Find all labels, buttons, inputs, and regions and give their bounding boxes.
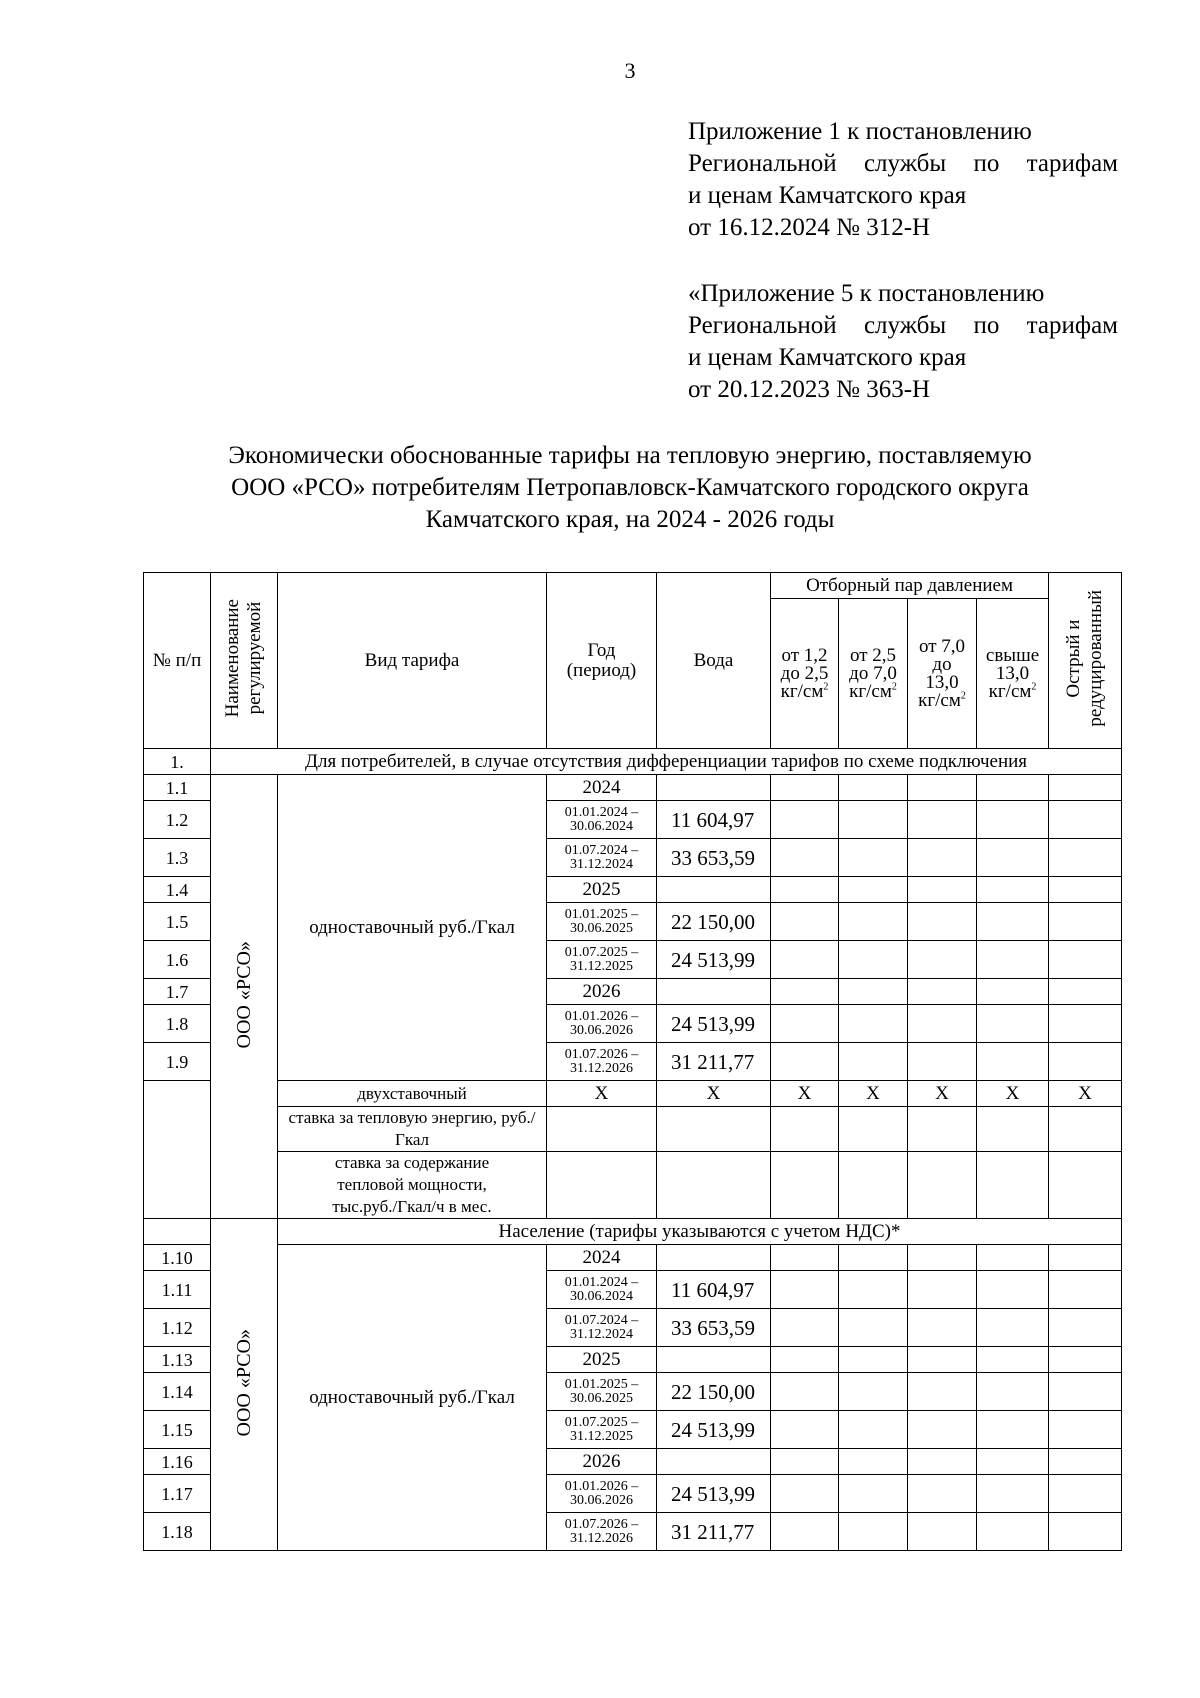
appendix-2-line1: «Приложение 5 к постановлению — [688, 280, 1045, 307]
row-number: 1.2 — [144, 801, 211, 839]
header-water: Вода — [657, 573, 771, 749]
not-applicable-mark: X — [977, 1081, 1049, 1107]
header-tariff-type: Вид тарифа — [278, 573, 547, 749]
water-value — [657, 1449, 771, 1475]
section-row — [144, 749, 1122, 775]
row-number: 1.7 — [144, 979, 211, 1005]
section-row — [144, 1219, 1122, 1245]
tariff-type-single-rate: одноставочный руб./Гкал — [278, 775, 547, 1081]
row-number: 1.17 — [144, 1475, 211, 1513]
year-cell: 2024 — [547, 1245, 657, 1271]
row-number: 1.11 — [144, 1271, 211, 1309]
appendix-1-line3: и ценам Камчатского края — [688, 182, 967, 209]
row-number: 1.9 — [144, 1043, 211, 1081]
water-value: 24 513,99 — [657, 941, 771, 979]
document-title — [130, 440, 1130, 536]
row-number: 1.3 — [144, 839, 211, 877]
water-value — [657, 979, 771, 1005]
water-value — [657, 877, 771, 903]
not-applicable-mark: X — [771, 1081, 839, 1107]
table-row — [144, 1152, 1122, 1219]
row-number: 1.8 — [144, 1005, 211, 1043]
period-cell: 01.07.2026 – 31.12.2026 — [547, 1043, 657, 1081]
header-period: Год (период) — [547, 573, 657, 749]
period-cell: 01.01.2024 – 30.06.2024 — [547, 1271, 657, 1309]
tariff-type-single-rate: одноставочный руб./Гкал — [278, 1245, 547, 1551]
table-row — [144, 1081, 1122, 1107]
org-name-cell — [211, 775, 278, 1219]
header-org: Наименование регулируемой — [211, 573, 278, 749]
not-applicable-mark: X — [1049, 1081, 1122, 1107]
row-number: 1.5 — [144, 903, 211, 941]
section-number — [144, 1219, 211, 1245]
page-number: 3 — [624, 58, 636, 83]
year-cell: 2025 — [547, 1347, 657, 1373]
appendix-1-header — [688, 116, 1118, 244]
table-row — [144, 1107, 1122, 1152]
year-cell: 2024 — [547, 775, 657, 801]
period-cell: 01.01.2026 – 30.06.2026 — [547, 1005, 657, 1043]
header-num: № п/п — [144, 573, 211, 749]
year-cell: 2026 — [547, 979, 657, 1005]
title-line2: ООО «РСО» потребителям Петропавловск-Камчатского городского округа — [231, 474, 1029, 501]
table-row — [144, 1245, 1122, 1271]
appendix-5-header — [688, 278, 1118, 406]
table-row — [144, 775, 1122, 801]
appendix-1-line1: Приложение 1 к постановлению — [688, 118, 1032, 145]
appendix-2-line4: от 20.12.2023 № 363-Н — [688, 376, 931, 403]
org-name-cell — [211, 1219, 278, 1551]
water-value — [657, 775, 771, 801]
appendix-1-line2: Региональной службы по тарифам — [688, 150, 1118, 177]
period-cell: 01.07.2024 – 31.12.2024 — [547, 839, 657, 877]
water-value: 11 604,97 — [657, 801, 771, 839]
water-value: 24 513,99 — [657, 1475, 771, 1513]
org-name: ООО «РСО» — [233, 940, 255, 1049]
water-value: 31 211,77 — [657, 1043, 771, 1081]
section-title-population: Население (тарифы указываются с учетом НДС)* — [278, 1219, 1122, 1245]
not-applicable-mark: X — [547, 1081, 657, 1107]
water-value — [657, 1245, 771, 1271]
header-steam-4: свыше 13,0 $кг/см^2$ — [977, 599, 1049, 749]
row-number: 1.14 — [144, 1373, 211, 1411]
row-number: 1.4 — [144, 877, 211, 903]
section-number: 1. — [144, 749, 211, 775]
water-value: 22 150,00 — [657, 903, 771, 941]
header-steam-2: от 2,5 до 7,0 $кг/см^2$ — [839, 599, 908, 749]
row-number: 1.12 — [144, 1309, 211, 1347]
not-applicable-mark: X — [657, 1081, 771, 1107]
row-number: 1.18 — [144, 1513, 211, 1551]
header-steam-1: от 1,2 до 2,5 $кг/см^2$ — [771, 599, 839, 749]
water-value: 22 150,00 — [657, 1373, 771, 1411]
water-value — [657, 1347, 771, 1373]
capacity-rate-label: ставка за содержание тепловой мощности, тыс.руб./Гкал/ч в мес. — [278, 1152, 547, 1219]
tariff-table — [143, 572, 1122, 1551]
header-steam-group: Отборный пар давлением — [771, 573, 1049, 599]
header-sharp-steam: Острый и редуцированный — [1049, 573, 1122, 749]
period-cell: 01.01.2025 – 30.06.2025 — [547, 903, 657, 941]
period-cell: 01.07.2025 – 31.12.2025 — [547, 1411, 657, 1449]
water-value: 31 211,77 — [657, 1513, 771, 1551]
period-cell: 01.01.2025 – 30.06.2025 — [547, 1373, 657, 1411]
water-value: 33 653,59 — [657, 839, 771, 877]
heat-rate-label: ставка за тепловую энергию, руб./Гкал — [278, 1107, 547, 1152]
row-number: 1.16 — [144, 1449, 211, 1475]
appendix-2-line3: и ценам Камчатского края — [688, 344, 967, 371]
appendix-2-line2: Региональной службы по тарифам — [688, 312, 1118, 339]
not-applicable-mark: X — [908, 1081, 977, 1107]
section-title: Для потребителей, в случае отсутствия дифференциации тарифов по схеме подключения — [211, 749, 1122, 775]
row-number: 1.1 — [144, 775, 211, 801]
row-number — [144, 1081, 211, 1219]
water-value: 24 513,99 — [657, 1411, 771, 1449]
period-cell: 01.07.2025 – 31.12.2025 — [547, 941, 657, 979]
tariff-type-two-rate: двухставочный — [278, 1081, 547, 1107]
water-value: 24 513,99 — [657, 1005, 771, 1043]
not-applicable-mark: X — [839, 1081, 908, 1107]
period-cell: 01.01.2026 – 30.06.2026 — [547, 1475, 657, 1513]
row-number: 1.13 — [144, 1347, 211, 1373]
year-cell: 2025 — [547, 877, 657, 903]
period-cell: 01.07.2024 – 31.12.2024 — [547, 1309, 657, 1347]
year-cell: 2026 — [547, 1449, 657, 1475]
header-steam-3: от 7,0 до 13,0 $кг/см^2$ — [908, 599, 977, 749]
row-number: 1.10 — [144, 1245, 211, 1271]
row-number: 1.15 — [144, 1411, 211, 1449]
water-value: 11 604,97 — [657, 1271, 771, 1309]
row-number: 1.6 — [144, 941, 211, 979]
water-value: 33 653,59 — [657, 1309, 771, 1347]
org-name: ООО «РСО» — [233, 1328, 255, 1437]
title-line1: Экономически обоснованные тарифы на тепловую энергию, поставляемую — [228, 442, 1032, 469]
period-cell: 01.07.2026 – 31.12.2026 — [547, 1513, 657, 1551]
appendix-1-line4: от 16.12.2024 № 312-Н — [688, 214, 931, 241]
title-line3: Камчатского края, на 2024 - 2026 годы — [425, 506, 835, 533]
period-cell: 01.01.2024 – 30.06.2024 — [547, 801, 657, 839]
